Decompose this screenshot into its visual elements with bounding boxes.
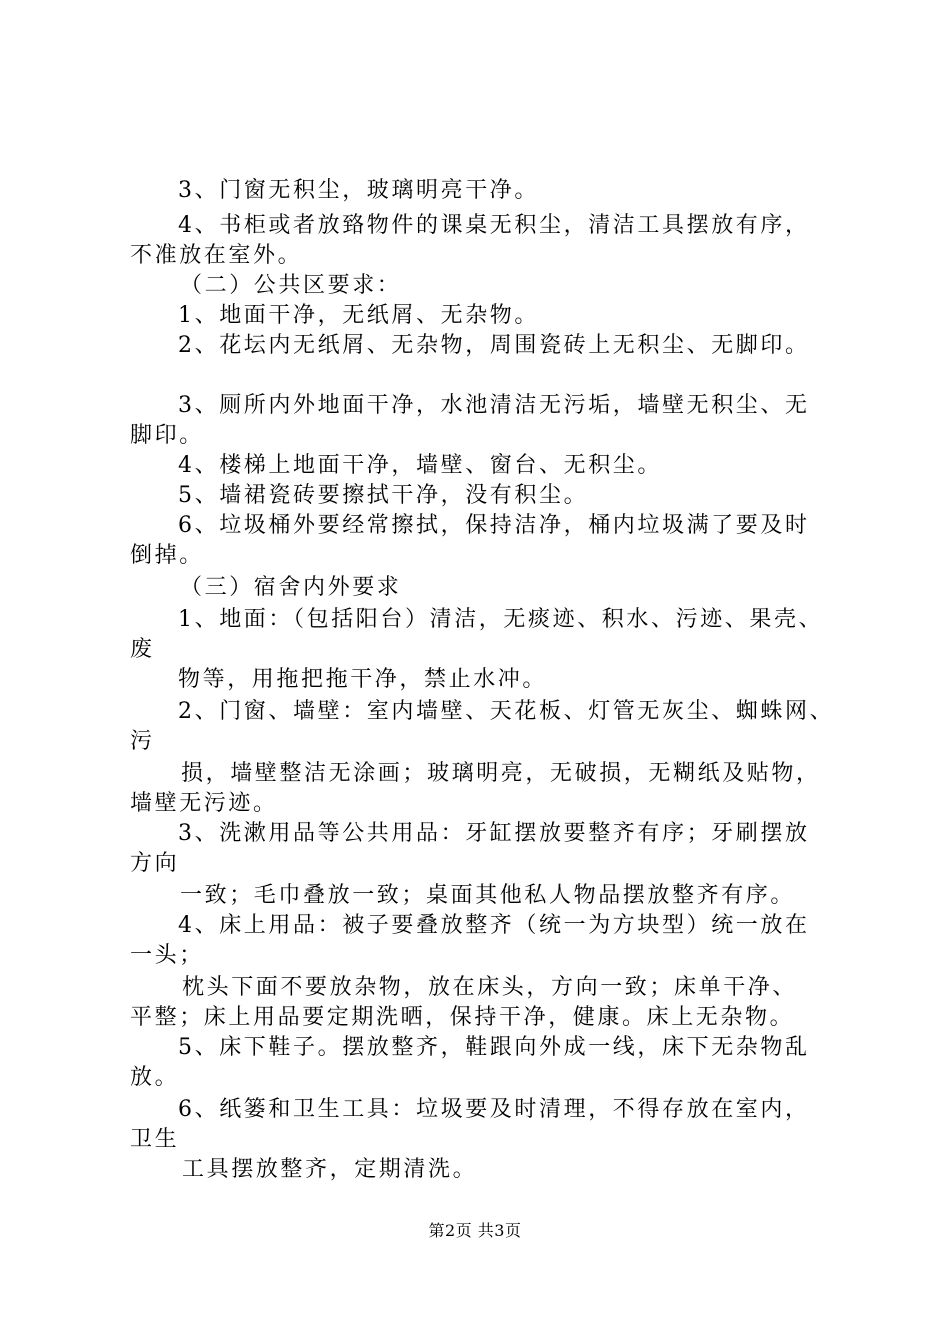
text-line: 放。 bbox=[130, 1065, 180, 1090]
text-line: 2、门窗、墙壁：室内墙壁、天花板、灯管无灰尘、蜘蛛网、 bbox=[178, 699, 835, 724]
text-line: 1、地面：（包括阳台）清洁，无痰迹、积水、污迹、果壳、 bbox=[178, 607, 824, 632]
section-heading: （三）宿舍内外要求 bbox=[180, 575, 402, 600]
text-line: 枕头下面不要放杂物，放在床头，方向一致；床单干净、 bbox=[182, 975, 798, 1000]
text-line: 损，墙壁整洁无涂画；玻璃明亮，无破损，无糊纸及贴物， bbox=[181, 761, 821, 786]
text-line: 一头； bbox=[130, 943, 204, 968]
text-line: 4、书柜或者放臵物件的课桌无积尘，清洁工具摆放有序， bbox=[178, 213, 810, 238]
section-heading: （二）公共区要求： bbox=[180, 273, 402, 298]
text-line: 污 bbox=[130, 729, 155, 754]
text-line: 3、厕所内外地面干净，水池清洁无污垢，墙壁无积尘、无 bbox=[178, 393, 810, 418]
text-line: 4、楼梯上地面干净，墙壁、窗台、无积尘。 bbox=[178, 453, 662, 478]
text-line: 5、床下鞋子。摆放整齐，鞋跟向外成一线，床下无杂物乱 bbox=[178, 1035, 810, 1060]
text-line: 5、墙裙瓷砖要擦拭干净，没有积尘。 bbox=[178, 483, 589, 508]
text-line: 6、纸篓和卫生工具：垃圾要及时清理，不得存放在室内， bbox=[178, 1097, 810, 1122]
text-line: 脚印。 bbox=[130, 423, 204, 448]
text-line: 卫生 bbox=[130, 1127, 180, 1152]
text-line: 不准放在室外。 bbox=[130, 243, 303, 268]
text-line: 一致；毛巾叠放一致；桌面其他私人物品摆放整齐有序。 bbox=[180, 883, 796, 908]
text-line: 倒掉。 bbox=[130, 543, 204, 568]
page-number-footer: 第2页 共3页 bbox=[428, 1221, 522, 1240]
text-line: 3、洗漱用品等公共用品：牙缸摆放要整齐有序；牙刷摆放 bbox=[178, 821, 810, 846]
text-line: 3、门窗无积尘，玻璃明亮干净。 bbox=[178, 178, 539, 203]
text-line: 墙壁无污迹。 bbox=[130, 791, 278, 816]
text-line: 2、花坛内无纸屑、无杂物，周围瓷砖上无积尘、无脚印。 bbox=[178, 333, 810, 358]
text-line: 废 bbox=[130, 637, 155, 662]
text-line: 物等，用拖把拖干净，禁止水冲。 bbox=[178, 667, 548, 692]
text-line: 方向 bbox=[130, 851, 180, 876]
text-line: 6、垃圾桶外要经常擦拭，保持洁净，桶内垃圾满了要及时 bbox=[178, 513, 810, 538]
text-line: 平整；床上用品要定期洗晒，保持干净，健康。床上无杂物。 bbox=[130, 1005, 795, 1030]
text-line: 1、地面干净，无纸屑、无杂物。 bbox=[178, 303, 539, 328]
text-line: 工具摆放整齐，定期清洗。 bbox=[182, 1157, 478, 1182]
text-line: 4、床上用品：被子要叠放整齐（统一为方块型）统一放在 bbox=[178, 913, 810, 938]
